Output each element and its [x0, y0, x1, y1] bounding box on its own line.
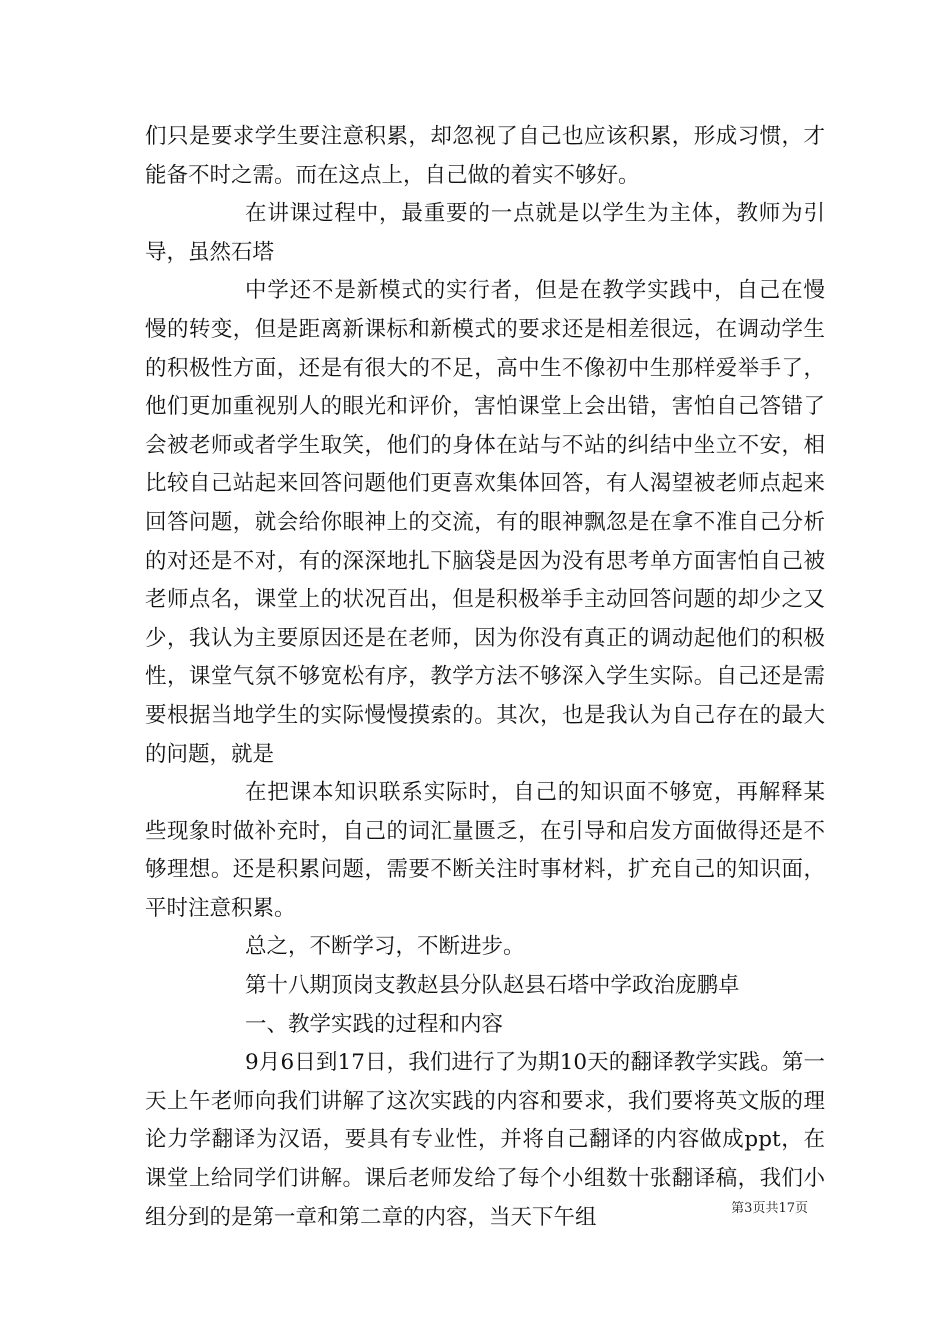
section-heading: 一、教学实践的过程和内容 [245, 1011, 504, 1037]
paragraph-4: 在把课本知识联系实际时，自己的知识面不够宽，再解释某些现象时做补充时，自己的词汇量匮乏，在引导和启发方面做得还是不够理想。还是积累问题，需要不断关注时事材料，扩充自己的知识面，平时注意积累。 [145, 780, 825, 921]
body-text [145, 118, 825, 1237]
paragraph-2: 在讲课过程中，最重要的一点就是以学生为主体，教师为引导，虽然石塔 [145, 201, 825, 265]
paragraph-1: 们只是要求学生要注意积累，却忽视了自己也应该积累，形成习惯，才能备不时之需。而在这点上，自己做的着实不够好。 [145, 124, 825, 188]
paragraph-3: 中学还不是新模式的实行者，但是在教学实践中，自己在慢慢的转变，但是距离新课标和新模式的要求还是相差很远，在调动学生的积极性方面，还是有很大的不足，高中生不像初中生那样爱举手了，他们更加重视别人的眼光和评价，害怕课堂上会出错，害怕自己答错了会被老师或者学生取笑，他们的身体在站与不站的纠结中坐立不安，相比较自己站起来回答问题他们更喜欢集体回答，有人渴望被老师点起来回答问题，就会给你眼神上的交流，有的眼神飘忽是在拿不准自己分析的对还是不对，有的深深地扎下脑袋是因为没有思考单方面害怕自己被老师点名，课堂上的状况百出，但是积极举手主动回答问题的却少之又少，我认为主要原因还是在老师，因为你没有真正的调动起他们的积极性，课堂气氛不够宽松有序，教学方法不够深入学生实际。自己还是需要根据当地学生的实际慢慢摸索的。其次，也是我认为自己存在的最大的问题，就是 [145, 278, 825, 767]
paragraph-8: 9月6日到17日，我们进行了为期10天的翻译教学实践。第一天上午老师向我们讲解了这次实践的内容和要求，我们要将英文版的理论力学翻译为汉语，要具有专业性，并将自己翻译的内容做成ppt，在课堂上给同学们讲解。课后老师发给了每个小组数十张翻译稿，我们小组分到的是第一章和第二章的内容，当天下午组 [145, 1050, 825, 1230]
paragraph-5: 总之，不断学习，不断进步。 [245, 934, 525, 960]
author-line: 第十八期顶岗支教赵县分队赵县石塔中学政治庞鹏卓 [245, 973, 740, 999]
page-number: 第3页共17页 [731, 1201, 808, 1216]
